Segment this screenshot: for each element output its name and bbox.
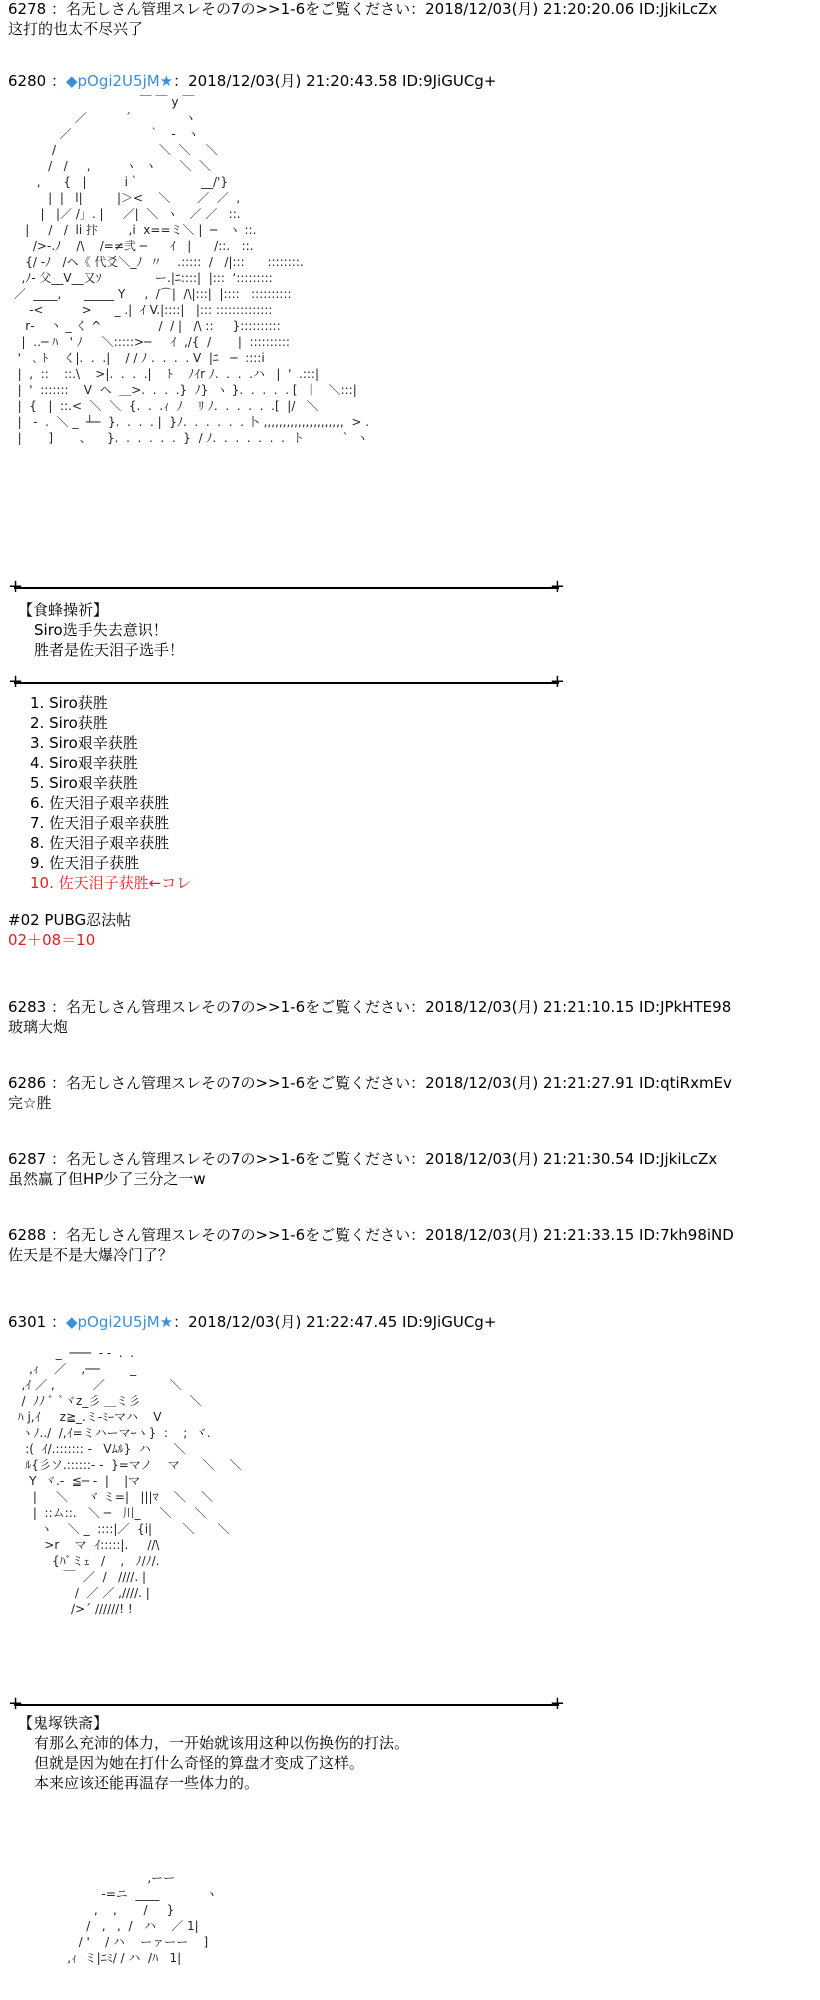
post-body: 玻璃大炮 bbox=[8, 1018, 69, 1036]
list-item: 9. 佐天泪子获胜 bbox=[30, 854, 140, 872]
list-item: 7. 佐天泪子艰辛获胜 bbox=[30, 814, 170, 832]
dialogue-shokuhou bbox=[18, 600, 184, 660]
speaker-name: 【食蜂操祈】 bbox=[18, 601, 109, 619]
post-header: 6287 ：名无しさん管理スレその7の>>1-6をご覧ください：2018/12/03(月) 21:21:30.54 ID:JjkiLcZx bbox=[8, 1150, 718, 1168]
post-6280 bbox=[8, 72, 496, 91]
post-body: 完☆胜 bbox=[8, 1094, 52, 1112]
post-6287 bbox=[8, 1150, 717, 1189]
post-6278 bbox=[8, 0, 717, 39]
dice-result: 02＋08＝10 bbox=[8, 931, 96, 949]
post-header bbox=[8, 72, 496, 91]
ascii-art-2: _ ─── ‐ ‐ . . ,ｨ ／ ,── _ ,ｲ ／ , ／ ＼ / ﾉﾉ ﾞ `ヾz_彡 ＿ミ彡 ＼ ﾊ j,ｲ z≧_.ミ‐ﾐｰマハ V ヽﾉ../ /,ｲ=ミハーマｰヽ} : ; ヾ. :( ｲ/.::::::: ‐ Vﾑﾙ} ハ ＼ ﾙ{彡ソ.::::::‐ ‐ }=マノ マ ＼ ＼ Y ヾ.‐ ≦─ ‐ | |マ | ＼ ヾ ミ=| |||ﾏ ＼ ＼ | ::ム::. ＼ ─ 川_ ＼ ＼ ヽ ＼ _ ::::|／ {i| ＼ ＼ >r マ ｲ:::::|. //\ {ﾊﾞミｪ / , ﾉ/ﾉ/. ￣ ／ / ////. | / ／ ／ ,////. | />´ //////! ! bbox=[17, 1346, 242, 1616]
author-trip[interactable]: ◆pOgi2U5jM★ bbox=[65, 1313, 174, 1331]
dialogue-line: 有那么充沛的体力，一开始就该用这种以伤换伤的打法。 bbox=[34, 1734, 410, 1752]
list-item: 5. Siro艰辛获胜 bbox=[30, 774, 138, 792]
post-6301 bbox=[8, 1313, 496, 1332]
divider bbox=[14, 1704, 559, 1706]
list-item: 8. 佐天泪子艰辛获胜 bbox=[30, 834, 170, 852]
dialogue-onizuka bbox=[18, 1713, 409, 1793]
author-trip[interactable]: ◆pOgi2U5jM★ bbox=[65, 72, 174, 90]
post-number: 6280 ： bbox=[8, 72, 66, 90]
list-item-selected: 10. 佐天泪子获胜←コレ bbox=[30, 874, 192, 892]
post-body: 佐天是不是大爆冷门了？ bbox=[8, 1246, 174, 1264]
post-header: 6283 ：名无しさん管理スレその7の>>1-6をご覧ください：2018/12/03(月) 21:21:10.15 ID:JPkHTE98 bbox=[8, 998, 732, 1016]
list-item: 6. 佐天泪子艰辛获胜 bbox=[30, 794, 170, 812]
post-body: 虽然赢了但HP少了三分之一w bbox=[8, 1170, 206, 1188]
ascii-art-3: ,ーー -=ニ ____ ヽ , , / } / , , / ハ ／ 1| / ' / ハ ーァーー ] ,ｨ ミ|ﾆﾐ/ / ハ /ﾊ 1| bbox=[67, 1871, 218, 1965]
post-meta: ：2018/12/03(月) 21:22:47.45 ID:9JiGUCg+ bbox=[173, 1313, 497, 1331]
dialogue-line: 胜者是佐天泪子选手！ bbox=[34, 641, 185, 659]
divider bbox=[14, 682, 559, 684]
list-item: 2. Siro获胜 bbox=[30, 714, 108, 732]
post-body: 这打的也太不尽兴了 bbox=[8, 20, 144, 38]
post-header: 6286 ：名无しさん管理スレその7の>>1-6をご覧ください：2018/12/03(月) 21:21:27.91 ID:qtiRxmEv bbox=[8, 1074, 732, 1092]
post-6288 bbox=[8, 1226, 734, 1265]
divider bbox=[14, 587, 559, 589]
dialogue-line: Siro选手失去意识！ bbox=[34, 621, 168, 639]
dialogue-line: 但就是因为她在打什么奇怪的算盘才变成了这样。 bbox=[34, 1754, 365, 1772]
post-number: 6301 ： bbox=[8, 1313, 66, 1331]
post-6286 bbox=[8, 1074, 732, 1113]
result-list bbox=[30, 693, 191, 893]
dice-roll bbox=[8, 910, 131, 950]
ascii-art-1: ￣ ￣ y ￣ ／ ´ ヽ ／ ｀ ‐ ヽ / ＼ ＼ ＼ / / , ヽ ヽ ＼ ＼ , { | i｀ __/'} | | l| |＞< ＼ ／ ／ , | |／ /」. | ／| ＼ ヽ ／ ／ ::. | / / li 抃 ,i x==ミ＼ | ─ ヽ ::. />-.ﾉ /\ /=≠弐 ─ ｲ | /::. ::. {/ ‐ﾉ /ヘ《 代爻＼_ﾉ 〃 .::::: / /|::: ::::::::. ,ﾉ‐ 父__V__又ｿ ー.|ﾆ::::| |::: ‘::::::::: ／ ____, _____ Y , /⌒| /\|:::| |:::: :::::::::: ‐< > _ .| ｲ V.|::::| |::: :::::::::::::: r‐ 丶 _ く ^ / / | /\ :: }:::::::::: | ‥─ ﾊ ' ﾉ ＼:::::>─ ｲ ,/{ / | :::::::::: ' ､ ﾄ く|. . .| / / ﾉ . . . . V |ﾆ ─ ::::i | , :: ::.\ >|. . . .| ﾄ ﾉｲr ﾉ. . . .ハ | ' .:::| | ' ::::::: V ヘ ＿>. . . .} ﾉ} ヽ }. . . . . [ ｜ ＼:::| | { | ::.< ＼ ＼ {. . .ｨ ﾉ ﾘ ﾉ. . . . . .[ |/ ＼ | ‐ . ＼ _ ┴─ }. . . . | }ﾉ. . . . . . 卜 ,,,,,,,,,,,,,,,,,,,,, > . | ] 、 }. . . . . . } / ﾉ. . . . . . . ト ` ヽ bbox=[13, 95, 370, 445]
post-header: 6278 ：名无しさん管理スレその7の>>1-6をご覧ください：2018/12/03(月) 21:20:20.06 ID:JjkiLcZx bbox=[8, 0, 718, 18]
list-item: 4. Siro艰辛获胜 bbox=[30, 754, 138, 772]
post-header bbox=[8, 1313, 496, 1332]
post-6283 bbox=[8, 998, 731, 1037]
dice-tag: #02 PUBG忍法帖 bbox=[8, 911, 132, 929]
list-item: 1. Siro获胜 bbox=[30, 694, 108, 712]
post-header: 6288 ：名无しさん管理スレその7の>>1-6をご覧ください：2018/12/03(月) 21:21:33.15 ID:7kh98iND bbox=[8, 1226, 734, 1244]
speaker-name: 【鬼塚铁斋】 bbox=[18, 1714, 109, 1732]
list-item: 3. Siro艰辛获胜 bbox=[30, 734, 138, 752]
post-meta: ：2018/12/03(月) 21:20:43.58 ID:9JiGUCg+ bbox=[173, 72, 497, 90]
dialogue-line: 本来应该还能再温存一些体力的。 bbox=[34, 1774, 260, 1792]
